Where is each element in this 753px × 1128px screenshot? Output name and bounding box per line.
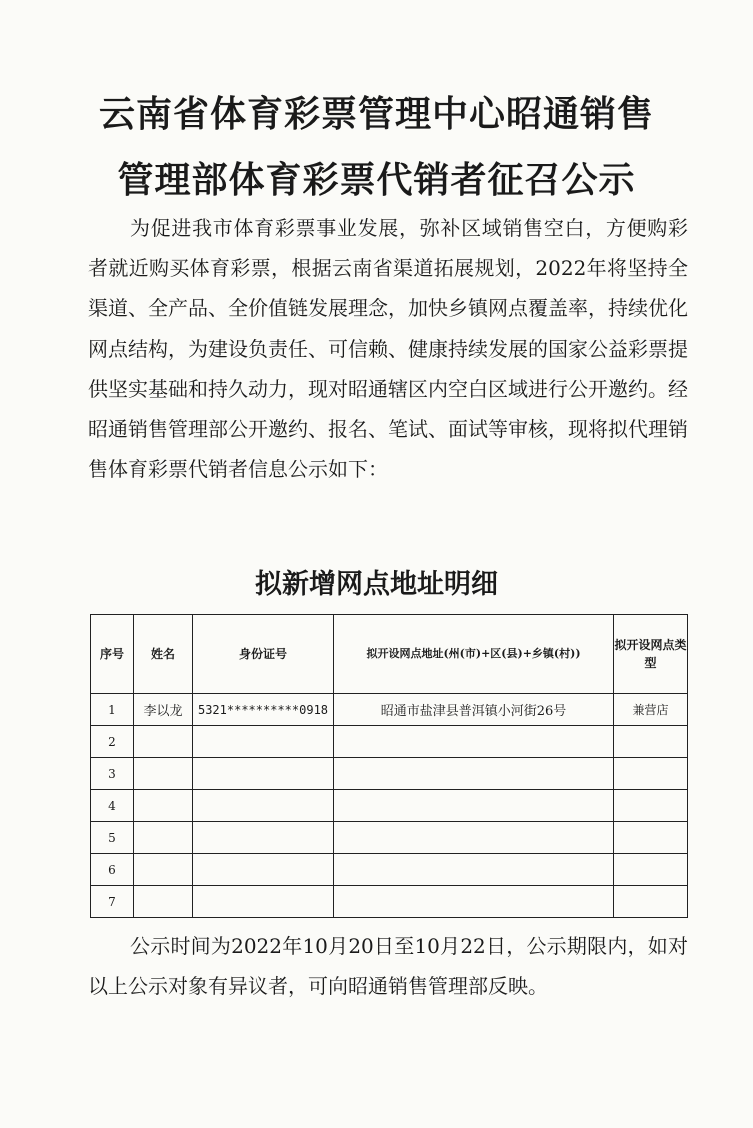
cell-address bbox=[334, 726, 614, 758]
cell-id-number bbox=[193, 822, 334, 854]
header-address: 拟开设网点地址(州(市)+区(县)+乡镇(村)) bbox=[334, 615, 614, 694]
cell-name bbox=[134, 758, 193, 790]
table-row bbox=[91, 886, 688, 918]
cell-address bbox=[334, 886, 614, 918]
table-row bbox=[91, 822, 688, 854]
cell-index: 3 bbox=[91, 758, 134, 790]
table-row bbox=[91, 694, 688, 726]
cell-name bbox=[134, 726, 193, 758]
table-header-row bbox=[91, 615, 688, 694]
header-name: 姓名 bbox=[134, 615, 193, 694]
cell-id-number bbox=[193, 726, 334, 758]
cell-outlet-type bbox=[614, 790, 688, 822]
cell-address bbox=[334, 822, 614, 854]
cell-id-number: 5321**********0918 bbox=[193, 694, 334, 726]
table-row bbox=[91, 726, 688, 758]
cell-id-number bbox=[193, 758, 334, 790]
cell-name bbox=[134, 790, 193, 822]
cell-index: 5 bbox=[91, 822, 134, 854]
cell-id-number bbox=[193, 790, 334, 822]
table-row bbox=[91, 854, 688, 886]
cell-index: 4 bbox=[91, 790, 134, 822]
cell-index: 1 bbox=[91, 694, 134, 726]
cell-index: 2 bbox=[91, 726, 134, 758]
cell-outlet-type bbox=[614, 854, 688, 886]
cell-outlet-type: 兼营店 bbox=[614, 694, 688, 726]
cell-name bbox=[134, 854, 193, 886]
cell-id-number bbox=[193, 854, 334, 886]
table-title: 拟新增网点地址明细 bbox=[255, 569, 498, 600]
header-index: 序号 bbox=[91, 615, 134, 694]
cell-id-number bbox=[193, 886, 334, 918]
outlet-table bbox=[90, 614, 688, 918]
cell-name bbox=[134, 886, 193, 918]
table-row bbox=[91, 758, 688, 790]
cell-outlet-type bbox=[614, 886, 688, 918]
header-outlet-type: 拟开设网点类型 bbox=[614, 615, 688, 694]
cell-address: 昭通市盐津县普洱镇小河街26号 bbox=[334, 694, 614, 726]
cell-outlet-type bbox=[614, 758, 688, 790]
title-line-1: 云南省体育彩票管理中心昭通销售 bbox=[98, 94, 654, 135]
cell-outlet-type bbox=[614, 822, 688, 854]
intro-paragraph: 为促进我市体育彩票事业发展，弥补区域销售空白，方便购彩者就近购买体育彩票，根据云南省渠道拓展规划，2022年将坚持全渠道、全产品、全价值链发展理念，加快乡镇网点覆盖率，持续优化网点结构，为建设负责任、可信赖、健康持续发展的国家公益彩票提供坚实基础和持久动力，现对昭通辖区内空白区域进行公开邀约。经昭通销售管理部公开邀约、报名、笔试、面试等审核，现将拟代理销售体育彩票代销者信息公示如下： bbox=[88, 216, 688, 482]
cell-index: 6 bbox=[91, 854, 134, 886]
cell-outlet-type bbox=[614, 726, 688, 758]
cell-address bbox=[334, 758, 614, 790]
table-row bbox=[91, 790, 688, 822]
cell-address bbox=[334, 790, 614, 822]
header-id-number: 身份证号 bbox=[193, 615, 334, 694]
cell-name bbox=[134, 822, 193, 854]
cell-name: 李以龙 bbox=[134, 694, 193, 726]
cell-address bbox=[334, 854, 614, 886]
cell-index: 7 bbox=[91, 886, 134, 918]
closing-paragraph: 公示时间为2022年10月20日至10月22日，公示期限内，如对以上公示对象有异议者，可向昭通销售管理部反映。 bbox=[88, 934, 688, 999]
title-line-2: 管理部体育彩票代销者征召公示 bbox=[117, 160, 636, 201]
